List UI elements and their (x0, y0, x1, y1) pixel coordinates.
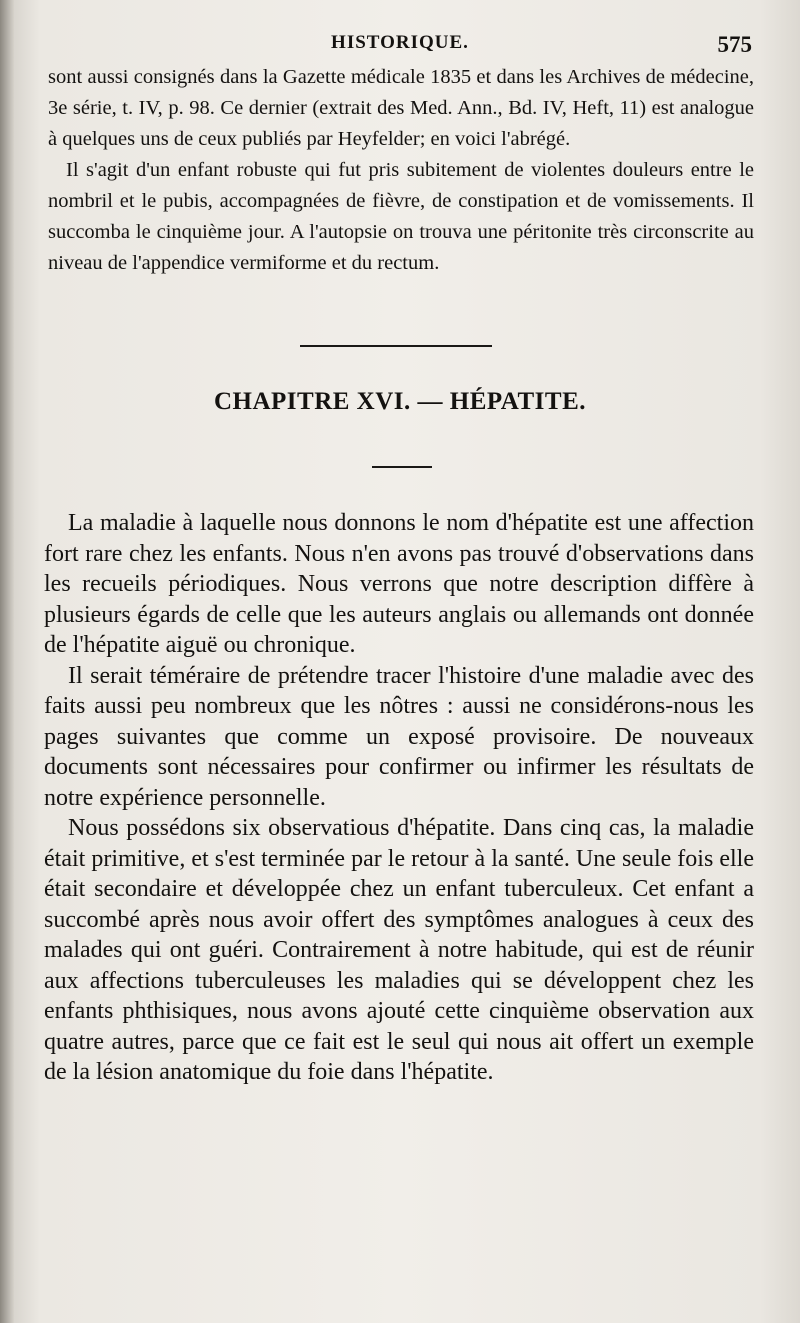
body-paragraph-1: La maladie à laquelle nous donnons le nom d'hépatite est une affection fort rare chez les enfants. Nous n'en avons pas trouvé d'observations dans les recueils périodiques. Nous verrons que notre description diffère à plusieurs égards de celle que les auteurs anglais ou allemands ont donnée de l'hépatite aiguë ou chronique. (44, 510, 754, 658)
body-paragraph-3: Nous possédons six observatious d'hépatite. Dans cinq cas, la maladie était primitive, et s'est terminée par le retour à la santé. Une seule fois elle était secondaire et développée chez un enfant tuberculeux. Cet enfant a succombé après nous avoir offert des symptômes analogues à ceux des malades qui ont guéri. Contrairement à notre habitude, qui est de réunir aux affections tuberculeuses les maladies qui se développent chez les enfants phthisiques, nous avons ajouté cette cinquième observation aux quatre autres, parce que ce fait est le seul qui nous ait offert un exemple de la lésion anatomique du foie dans l'hépatite. (44, 815, 754, 1085)
continuation-text (48, 62, 754, 279)
running-title: HISTORIQUE. (331, 32, 469, 53)
title-divider (372, 466, 432, 468)
section-divider (300, 345, 492, 347)
case-summary-paragraph: Il s'agit d'un enfant robuste qui fut pris subitement de violentes douleurs entre le nombril et le pubis, accompagnées de fièvre, de constipation et de vomissements. Il succomba le cinquième jour. A l'autopsie on trouva une péritonite très circonscrite au niveau de l'appendice vermiforme et du rectum. (48, 159, 754, 274)
page-number: 575 (717, 32, 752, 57)
continuation-paragraph: sont aussi consignés dans la Gazette médicale 1835 et dans les Archives de médecine, 3e série, t. IV, p. 98. Ce dernier (extrait des Med. Ann., Bd. IV, Heft, 11) est analogue à quelques uns de ceux publiés par Heyfelder; en voici l'abrégé. (48, 66, 754, 150)
page-gutter-shadow (0, 0, 14, 1323)
running-head (0, 32, 800, 62)
chapter-title: CHAPITRE XVI. — HÉPATITE. (213, 388, 587, 415)
body-paragraph-2: Il serait téméraire de prétendre tracer l'histoire d'une maladie avec des faits aussi peu nombreux que les nôtres : aussi ne considérons-nous les pages suivantes que comme un exposé provisoire. De nouveaux documents sont nécessaires pour confirmer ou infirmer les résultats de notre expérience personnelle. (44, 662, 754, 811)
chapter-body (44, 508, 754, 1088)
